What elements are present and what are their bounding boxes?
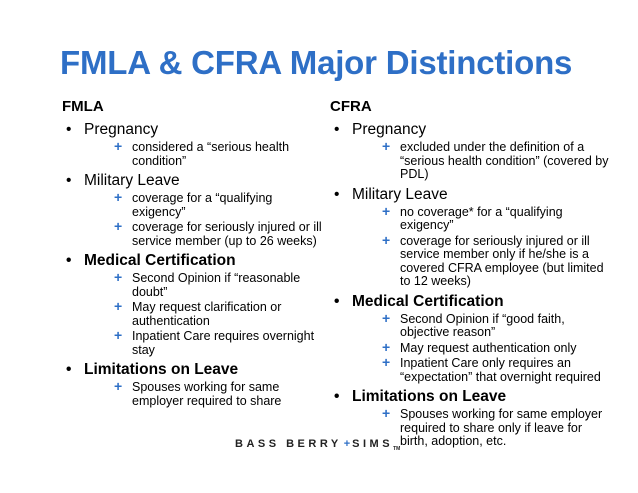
plus-icon: + [382,202,391,219]
sub-item [112,138,324,168]
list-item [330,293,610,385]
sub-item-text: coverage for seriously injured or ill service member (up to 26 weeks) [132,220,322,248]
bullet-icon: • [334,185,340,203]
plus-icon: + [382,138,391,154]
cfra-column [330,98,610,449]
plus-icon: + [382,309,391,326]
plus-icon: + [382,405,391,421]
sub-item [380,354,610,384]
sub-item-text: coverage for a “qualifying exigency” [132,191,273,219]
bullet-icon: • [66,121,72,138]
logo-text-part2: SIMS [352,438,394,450]
list-item-label: Pregnancy [84,121,159,138]
sub-item [380,231,610,289]
plus-icon: + [114,218,123,234]
sub-item [112,298,324,328]
cfra-heading: CFRA [330,98,372,115]
sub-item [112,378,324,408]
bullet-icon: • [334,388,340,405]
sub-item-text: no coverage* for a “qualifying exigency” [400,204,563,232]
bullet-icon: • [334,292,340,310]
sub-item-text: May request authentication only [400,340,577,355]
sub-item-text: May request clarification or authentication [132,300,282,328]
list-item-label: Medical Certification [84,252,236,269]
sub-list [84,378,324,408]
sub-item [112,327,324,357]
bullet-icon: • [66,252,72,269]
plus-icon: + [382,231,391,248]
list-item-label: Military Leave [84,172,180,189]
plus-icon: + [114,189,123,205]
list-item [330,121,610,182]
fmla-column [62,98,324,408]
plus-icon: + [114,269,123,285]
sub-item [380,138,610,182]
sub-item-text: excluded under the definition of a “serious health condition” (covered by PDL) [400,140,609,181]
sub-item-text: Spouses working for same employer required to share only if leave for birth, adoption, etc. [400,407,603,448]
sub-item [380,202,610,233]
sub-list [84,138,324,168]
list-item [62,252,324,357]
plus-icon: + [382,354,391,370]
list-item [330,186,610,289]
bullet-icon: • [334,121,340,138]
list-item [62,121,324,168]
sub-item-text: Second Opinion if “reasonable doubt” [132,271,301,299]
plus-icon: + [382,338,391,355]
sub-item [380,338,610,356]
sub-item-text: Second Opinion if “good faith, objective reason” [400,311,565,339]
plus-icon: + [114,327,123,343]
trademark: TM [393,446,401,453]
footer-logo [235,438,400,452]
list-item-label: Limitations on Leave [84,361,239,378]
list-item-label: Military Leave [352,185,448,203]
sub-item-text: considered a “serious health condition” [132,140,290,168]
list-item [62,361,324,408]
sub-item [112,269,324,299]
plus-icon: + [114,378,123,394]
sub-item [112,218,324,248]
sub-item-text: Inpatient Care requires overnight stay [132,329,315,357]
sub-list [352,309,610,385]
sub-list [84,269,324,357]
sub-item-text: Spouses working for same employer required to share [132,380,282,408]
list-item-label: Pregnancy [352,121,427,138]
sub-item [380,405,610,449]
sub-list [84,189,324,248]
slide-title: FMLA & CFRA Major Distinctions [60,44,573,81]
sub-item-text: coverage for seriously injured or ill service member only if he/she is a covered CFRA employee (but limited to 12 weeks) [400,233,604,288]
fmla-list [62,121,324,408]
logo-cross-icon: + [343,438,351,450]
list-item [62,172,324,248]
logo-text-part1: BASS BERRY [235,438,342,450]
plus-icon: + [114,138,123,154]
plus-icon: + [114,298,123,314]
sub-list [352,202,610,289]
list-item-label: Limitations on Leave [352,388,507,405]
cfra-list [330,121,610,449]
bullet-icon: • [66,172,72,189]
bullet-icon: • [66,361,72,378]
sub-item [380,309,610,340]
sub-list [352,138,610,182]
sub-item-text: Inpatient Care only requires an “expectation” that overnight required [400,356,601,384]
fmla-heading: FMLA [62,98,104,115]
list-item-label: Medical Certification [352,292,504,310]
sub-item [112,189,324,219]
